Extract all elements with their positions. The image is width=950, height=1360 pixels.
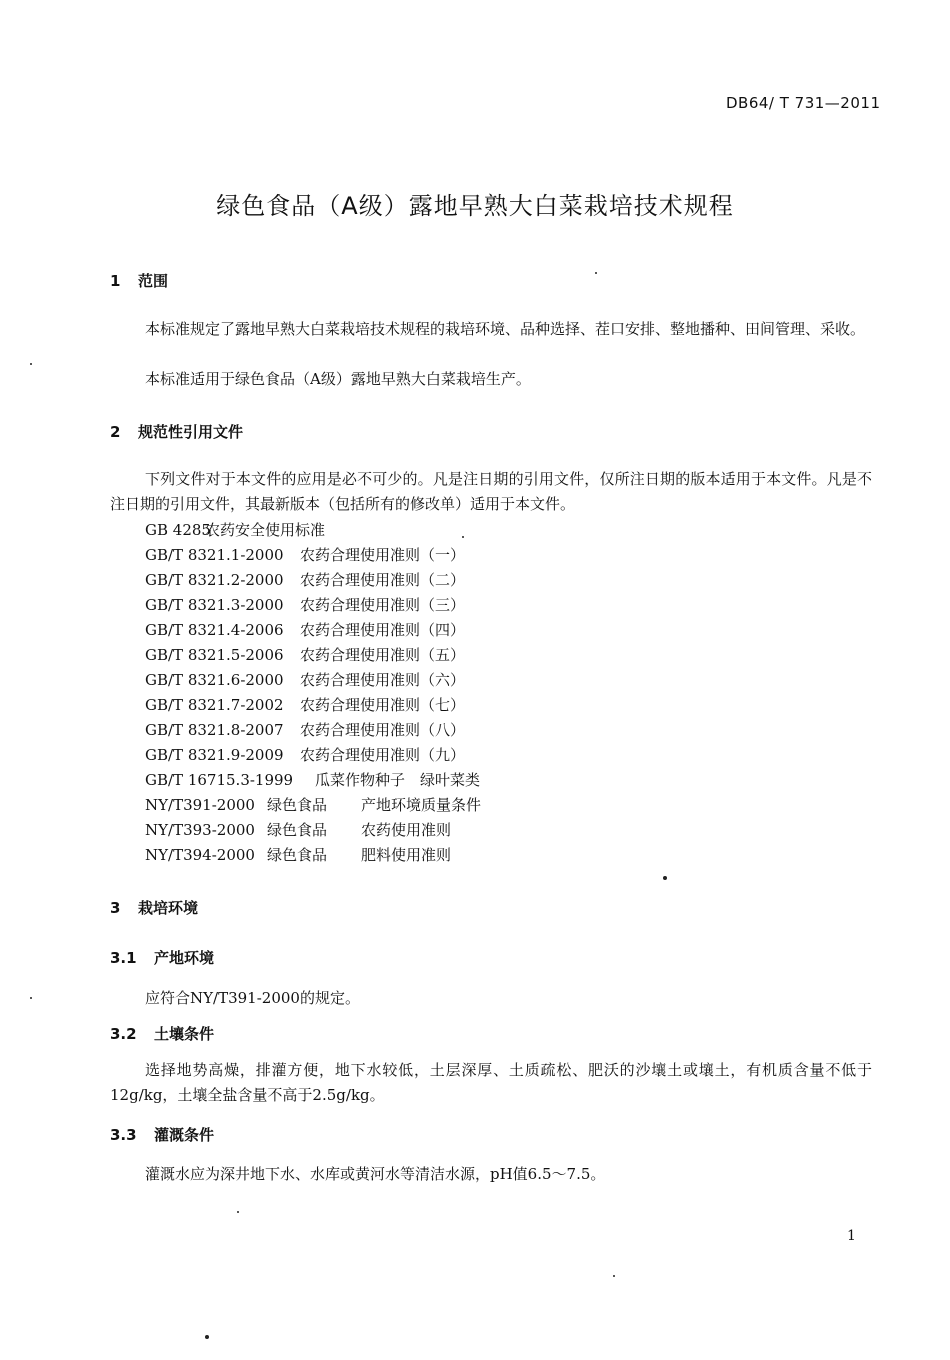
reference-code: GB/T 8321.1-2000 [145,546,284,564]
subsection-3-2-heading [110,1023,214,1044]
scan-speck [30,997,32,999]
reference-title: 农药合理使用准则（四） [300,621,466,639]
reference-code: GB/T 8321.6-2000 [145,671,284,689]
reference-title: 产地环境质量条件 [361,796,482,814]
reference-code: NY/T393-2000 [145,821,255,839]
reference-item [145,594,465,615]
section-number: 2 [110,423,121,441]
section-2-paragraph-1: 下列文件对于本文件的应用是必不可少的。凡是注日期的引用文件，仅所注日期的版本适用于本文件。凡是不注日期的引用文件，其最新版本（包括所有的修改单）适用于本文件。 [110,470,872,513]
section-number: 3 [110,899,121,917]
section-title: 规范性引用文件 [138,423,244,441]
section-number: 1 [110,272,121,290]
document-title: 绿色食品（A级）露地早熟大白菜栽培技术规程 [216,192,734,220]
reference-item [145,569,465,590]
reference-item [145,844,451,865]
reference-title-prefix: 绿色食品 [267,796,328,814]
reference-title: 农药使用准则 [361,821,452,839]
subsection-3-1-heading [110,947,214,968]
subsection-title: 产地环境 [154,949,215,967]
reference-code: GB/T 8321.4-2006 [145,621,284,639]
reference-title: 农药合理使用准则（三） [300,596,466,614]
page-number: 1 [847,1228,856,1244]
reference-title: 肥料使用准则 [361,846,452,864]
scan-speck [237,1211,239,1213]
reference-title: 农药合理使用准则（九） [300,746,466,764]
reference-code: GB/T 8321.9-2009 [145,746,284,764]
reference-code: GB/T 8321.8-2007 [145,721,284,739]
section-1-paragraph-2: 本标准适用于绿色食品（A级）露地早熟大白菜栽培生产。 [145,370,531,388]
subsection-3-3-heading [110,1124,214,1145]
reference-title: 农药安全使用标准 [205,521,326,539]
reference-title: 农药合理使用准则（八） [300,721,466,739]
reference-code: GB/T 8321.5-2006 [145,646,284,664]
reference-item [145,744,465,765]
section-2-heading [110,421,243,442]
section-1-paragraph-1: 本标准规定了露地早熟大白菜栽培技术规程的栽培环境、品种选择、茬口安排、整地播种、田间管理、采收。 [145,320,866,338]
subsection-title: 灌溉条件 [154,1126,215,1144]
scan-speck [663,876,667,880]
reference-item [145,519,325,540]
reference-item [145,694,465,715]
reference-item [145,794,481,815]
reference-code: NY/T394-2000 [145,846,255,864]
reference-title: 农药合理使用准则（五） [300,646,466,664]
reference-item [145,544,465,565]
subsection-3-2-text: 选择地势高燥，排灌方便，地下水较低，土层深厚、土质疏松、肥沃的沙壤土或壤土，有机质含量不低于12g/kg，土壤全盐含量不高于2.5g/kg。 [110,1061,872,1104]
reference-code: GB/T 8321.2-2000 [145,571,284,589]
reference-code: NY/T391-2000 [145,796,255,814]
scan-speck [613,1275,615,1277]
subsection-3-1-text: 应符合NY/T391-2000的规定。 [145,989,360,1007]
section-3-heading [110,897,198,918]
reference-item [145,769,480,790]
reference-item [145,669,465,690]
section-title: 栽培环境 [138,899,199,917]
reference-code: GB/T 16715.3-1999 [145,771,294,789]
subsection-title: 土壤条件 [154,1025,215,1043]
reference-code: GB/T 8321.7-2002 [145,696,284,714]
reference-item [145,719,465,740]
reference-title: 农药合理使用准则（二） [300,571,466,589]
reference-title: 农药合理使用准则（七） [300,696,466,714]
subsection-number: 3.3 [110,1126,137,1144]
subsection-3-3-text: 灌溉水应为深井地下水、水库或黄河水等清洁水源，pH值6.5～7.5。 [145,1165,606,1183]
section-1-heading [110,270,168,291]
standard-code: DB64/ T 731—2011 [726,94,881,112]
reference-code: GB 4285 [145,521,211,539]
scan-speck [595,272,597,274]
section-title: 范围 [138,272,169,290]
reference-title-prefix: 绿色食品 [267,821,328,839]
reference-code: GB/T 8321.3-2000 [145,596,284,614]
reference-item [145,644,465,665]
reference-title-prefix: 绿色食品 [267,846,328,864]
reference-item [145,819,451,840]
reference-title: 农药合理使用准则（一） [300,546,466,564]
reference-title: 农药合理使用准则（六） [300,671,466,689]
scan-speck [30,363,32,365]
scan-speck [462,536,464,538]
subsection-number: 3.2 [110,1025,137,1043]
reference-item [145,619,465,640]
reference-title: 瓜菜作物种子 绿叶菜类 [315,771,481,789]
scan-speck [205,1335,209,1339]
subsection-number: 3.1 [110,949,137,967]
